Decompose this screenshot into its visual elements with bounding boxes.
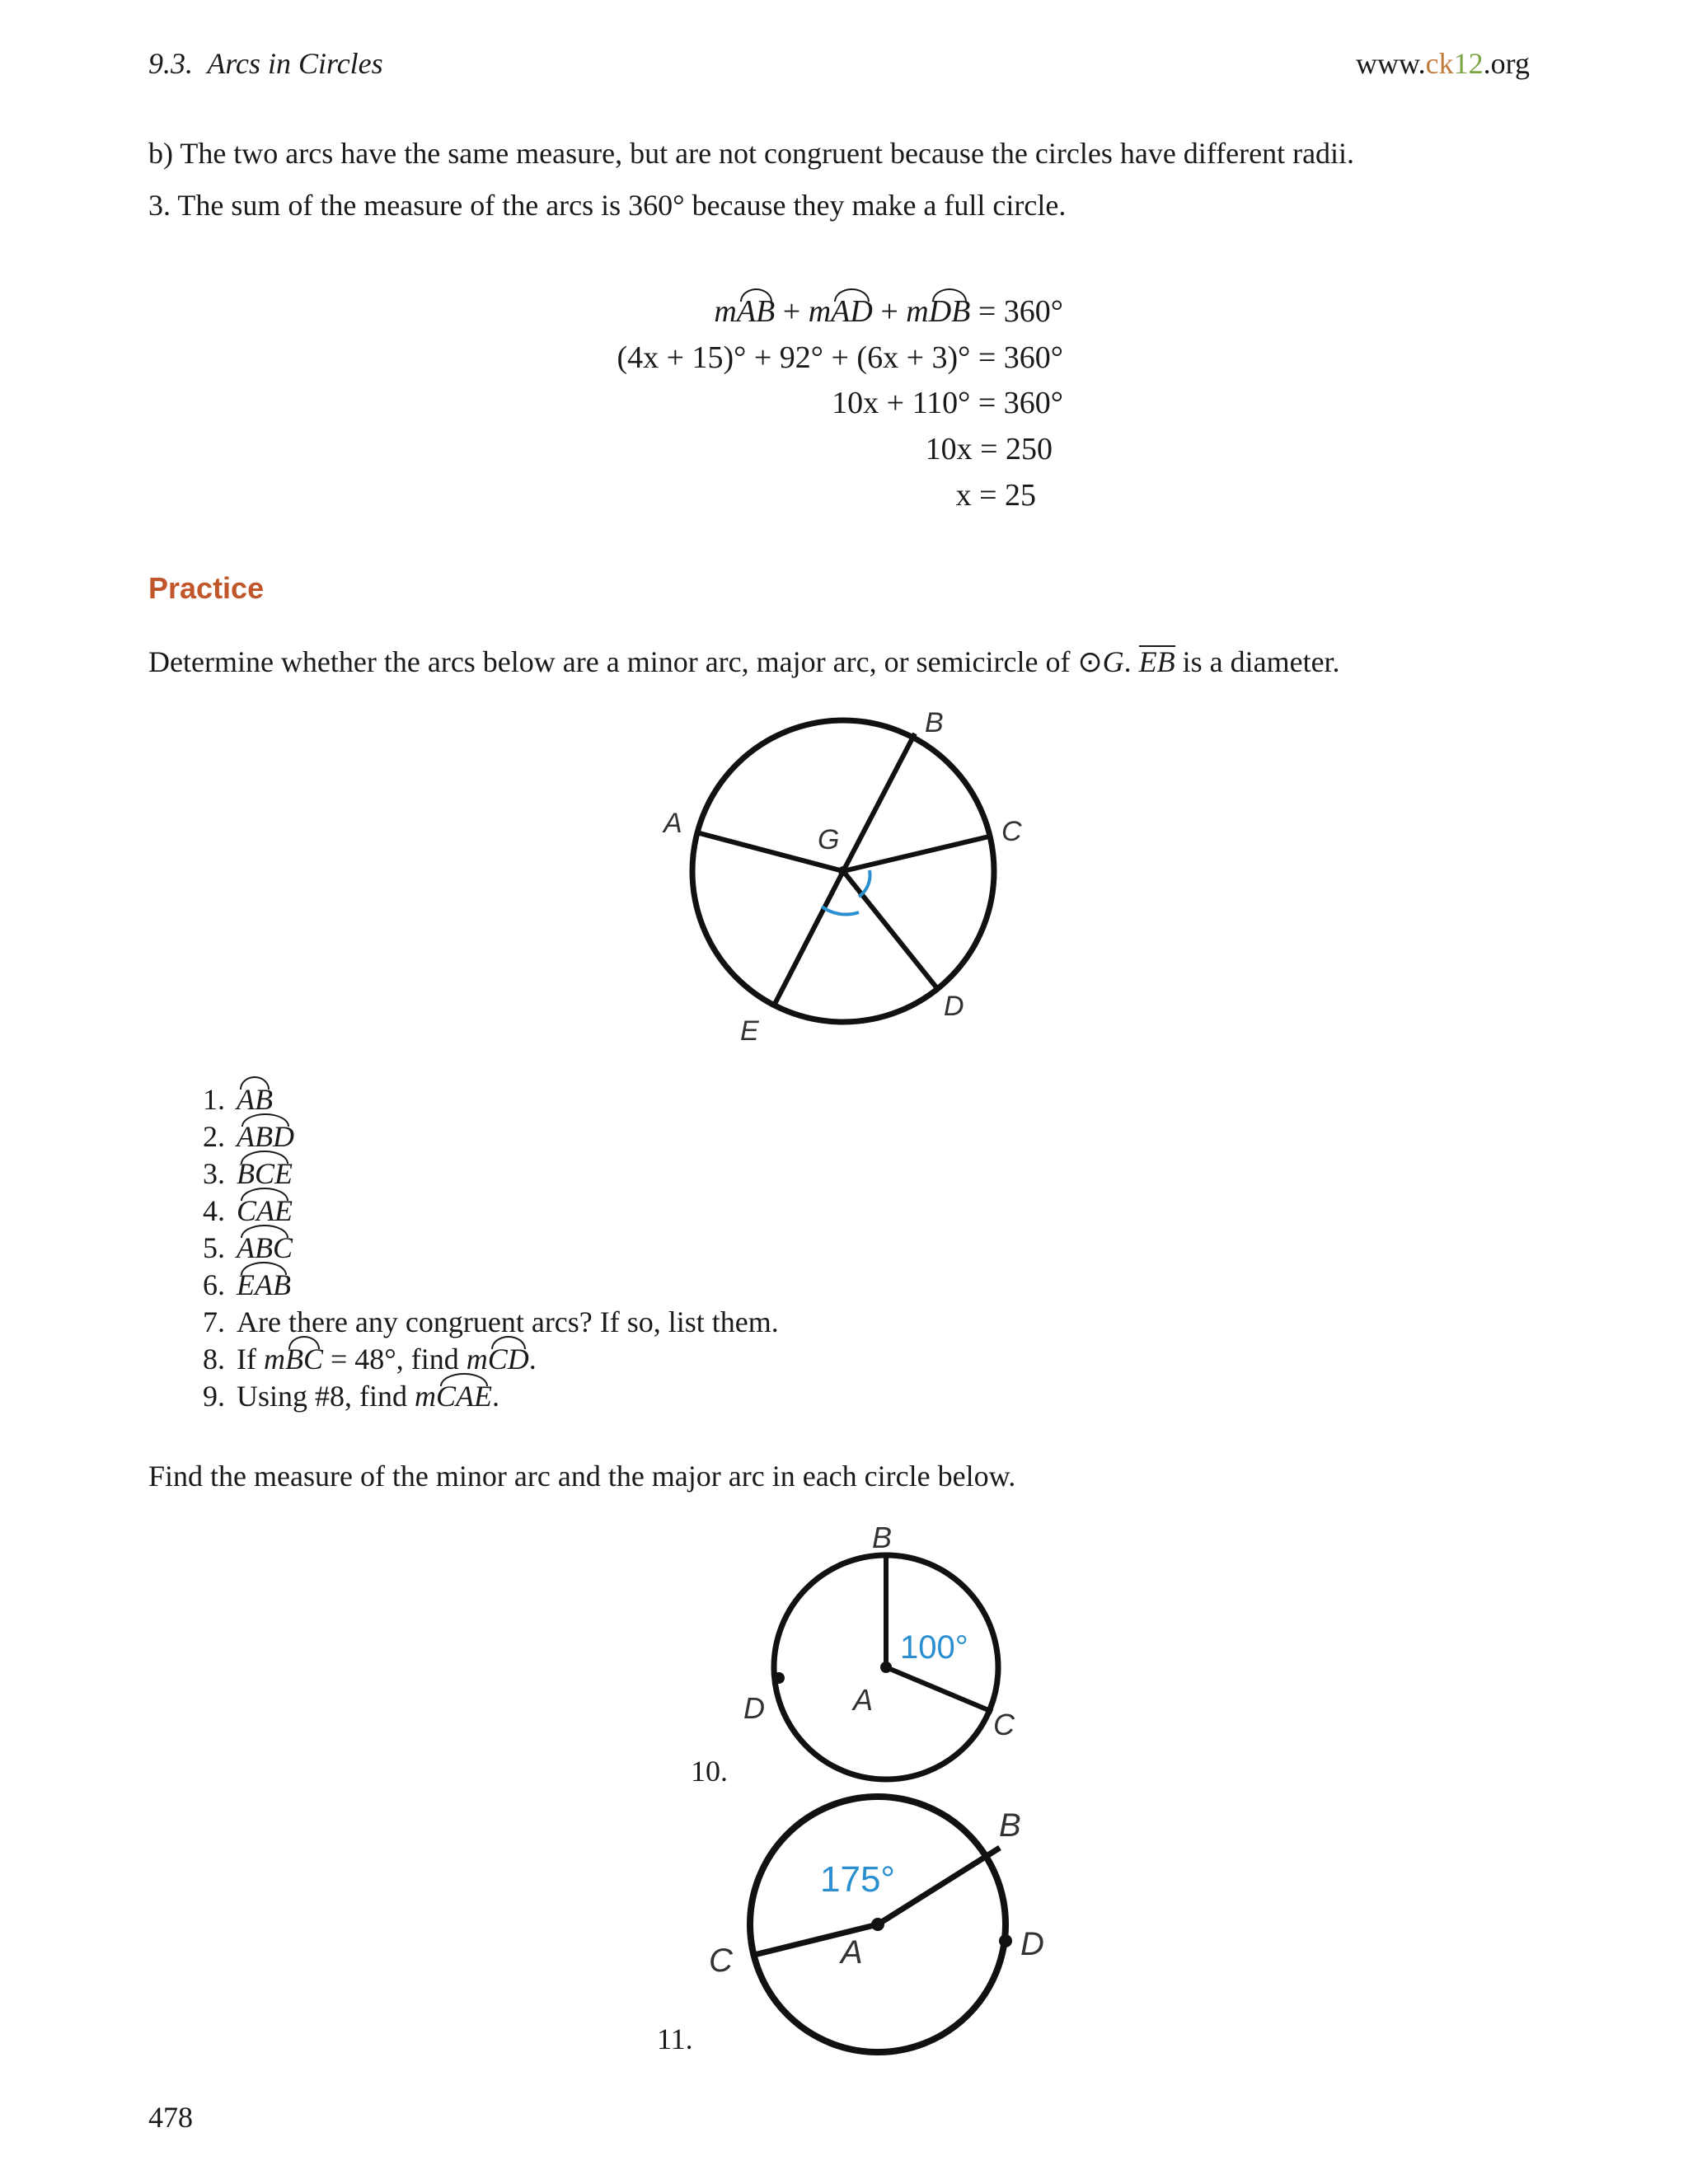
- eq-m: m: [714, 294, 737, 329]
- label-a: A: [663, 808, 682, 839]
- arc-label: ABD: [237, 1118, 294, 1155]
- equation-line-2: (4x + 15)° + 92° + (6x + 3)° = 360°: [617, 340, 1063, 375]
- q8-end: .: [528, 1343, 537, 1376]
- site-url[interactable]: [1356, 46, 1530, 81]
- arc-label: CAE: [237, 1193, 293, 1230]
- radius-gc: [843, 837, 989, 871]
- center-point-g: [838, 866, 848, 876]
- equation-line-1: [577, 293, 1063, 330]
- site-url-suffix: .org: [1483, 47, 1530, 80]
- radius-gb: [843, 733, 915, 871]
- item-number: 3.: [203, 1157, 225, 1190]
- eq-plus: +: [880, 294, 898, 329]
- q8-m: m: [263, 1343, 285, 1376]
- intro-prefix: Determine whether the arcs below are a minor arc, major arc, or semicircle of: [148, 645, 1078, 678]
- item-number: 4.: [203, 1194, 225, 1227]
- label-c: C: [1001, 816, 1022, 847]
- radius-ab-11: [878, 1848, 1000, 1924]
- arc-ab: AB: [736, 294, 776, 329]
- item-number: 2.: [203, 1120, 225, 1153]
- practice-heading: Practice: [148, 571, 265, 605]
- circle-dot-icon: ⊙: [1077, 645, 1103, 678]
- diameter-segment: EB: [1138, 645, 1175, 678]
- list-item: [185, 1267, 779, 1304]
- practice-question-list: [185, 1081, 779, 1415]
- arc-db: DB: [928, 294, 971, 329]
- answer-3-line: 3. The sum of the measure of the arcs is 360° because they make a full circle.: [148, 189, 1067, 222]
- radius-ac-10: [886, 1667, 992, 1712]
- item-number: 8.: [203, 1343, 225, 1376]
- arc-label: AB: [237, 1081, 273, 1118]
- item-number: 6.: [203, 1268, 225, 1301]
- center-point-a-11: [871, 1918, 884, 1931]
- eq-360: = 360°: [978, 294, 1063, 329]
- list-item: [185, 1341, 779, 1378]
- angle-label-10: 100°: [900, 1629, 968, 1666]
- q8-if: If: [237, 1343, 264, 1376]
- site-url-ck: ck: [1425, 47, 1454, 80]
- list-item: [185, 1081, 779, 1118]
- label-d-10: D: [743, 1691, 765, 1725]
- equation-line-4: 10x = 250: [925, 432, 1053, 466]
- label-c-10: C: [993, 1708, 1015, 1741]
- label-b-11: B: [999, 1807, 1021, 1844]
- equation-line-5: x = 25: [955, 478, 1036, 513]
- arc-ad: AD: [831, 294, 873, 329]
- running-header-section: [148, 46, 383, 81]
- label-a-11: A: [841, 1934, 863, 1971]
- q9-end: .: [492, 1380, 499, 1413]
- item-number: 7.: [203, 1305, 225, 1338]
- list-item: [185, 1230, 779, 1267]
- item-number: 1.: [203, 1083, 225, 1116]
- center-point-a-10: [880, 1661, 892, 1673]
- question-7-text: Are there any congruent arcs? If so, list them.: [237, 1305, 779, 1338]
- figure-11: [709, 1780, 1080, 2060]
- label-d: D: [944, 991, 964, 1022]
- intro-suffix: is a diameter.: [1175, 645, 1340, 678]
- list-item: [185, 1378, 779, 1415]
- circle-g-figure: [626, 701, 1088, 1055]
- radius-gd: [843, 871, 936, 987]
- list-item: [185, 1155, 779, 1193]
- practice-intro: Determine whether the arcs below are a minor arc, major arc, or semicircle of ⊙G. EB is a diameter.: [148, 645, 1340, 678]
- eq-m: m: [906, 294, 929, 329]
- find-instruction: Find the measure of the minor arc and the major arc in each circle below.: [148, 1460, 1016, 1493]
- section-title: Arcs in Circles: [207, 47, 383, 80]
- figure-11-number: 11.: [657, 2022, 693, 2055]
- angle-arc-egd: [822, 907, 859, 915]
- arc-cae: CAE: [436, 1378, 492, 1415]
- arc-label: BCE: [237, 1155, 293, 1193]
- label-b-10: B: [872, 1521, 893, 1554]
- label-b: B: [925, 707, 944, 738]
- arc-label: ABC: [237, 1230, 293, 1267]
- q8-mid: = 48°, find: [323, 1343, 467, 1376]
- site-url-prefix: www.: [1356, 47, 1426, 80]
- figure-10: [725, 1516, 1071, 1788]
- arc-cd: CD: [488, 1341, 529, 1378]
- point-d-10: [773, 1672, 785, 1684]
- arc-bc: BC: [285, 1341, 323, 1378]
- arc-label: EAB: [237, 1267, 291, 1304]
- q9-text: Using #8, find: [237, 1380, 415, 1413]
- equation-line-3: 10x + 110° = 360°: [832, 386, 1063, 420]
- label-d-11: D: [1020, 1926, 1044, 1962]
- radius-ge: [773, 871, 843, 1007]
- point-d-11: [999, 1934, 1012, 1947]
- item-number: 5.: [203, 1231, 225, 1264]
- label-c-11: C: [709, 1943, 733, 1979]
- eq-m: m: [808, 294, 832, 329]
- answer-b-line: b) The two arcs have the same measure, but are not congruent because the circles have different radii.: [148, 137, 1355, 170]
- label-e: E: [740, 1015, 759, 1047]
- site-url-12: 12: [1453, 47, 1484, 80]
- list-item: [185, 1193, 779, 1230]
- item-number: 9.: [203, 1380, 225, 1413]
- list-item: [185, 1304, 779, 1341]
- q9-m: m: [415, 1380, 436, 1413]
- label-a-10: A: [853, 1683, 874, 1717]
- label-g: G: [818, 824, 840, 855]
- section-number: 9.3.: [148, 47, 193, 80]
- figure-10-number: 10.: [691, 1755, 728, 1788]
- q8-m: m: [466, 1343, 488, 1376]
- page-number: 478: [148, 2101, 193, 2134]
- angle-label-11: 175°: [820, 1859, 896, 1900]
- list-item: [185, 1118, 779, 1155]
- circle-name: G: [1102, 645, 1124, 678]
- eq-plus: +: [782, 294, 801, 329]
